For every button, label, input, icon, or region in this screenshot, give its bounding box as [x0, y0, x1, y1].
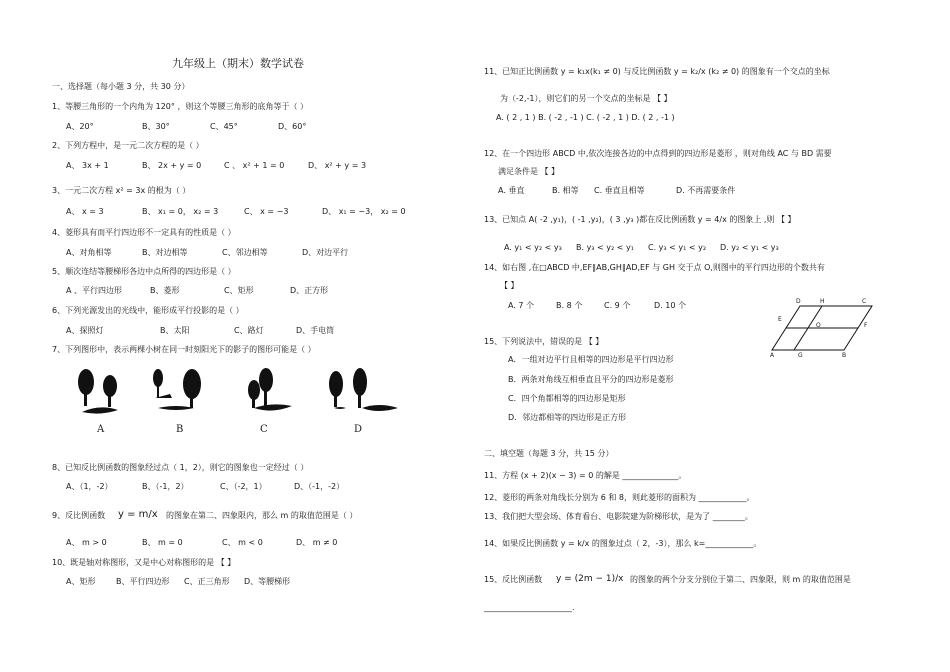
figure-b	[153, 369, 201, 410]
option-a: A、探照灯	[66, 326, 104, 335]
figure-d	[329, 368, 398, 411]
option-b: B. 相等	[552, 186, 579, 195]
question-stem: 11、已知正比例函数 y = k₁x(k₁ ≠ 0) 与反比例函数 y = k₂/x (k₂ ≠ 0) 的图象有一个交点的坐标	[484, 67, 830, 76]
option-d: D．邻边都相等的四边形是正方形	[508, 413, 627, 422]
option-d: D、手电筒	[296, 326, 335, 335]
section-heading: 二、填空题（每题 3 分，共 15 分）	[484, 449, 614, 458]
option-d: D、（-1，-2）	[294, 482, 345, 491]
option-d: D、60°	[278, 122, 307, 131]
function-expression: y = (2m − 1)/x	[556, 574, 624, 584]
option-b: B、太阳	[160, 326, 190, 335]
question-stem: 7、下列图形中，表示两棵小树在同一时刻阳光下的影子的图形可能是（ ）	[52, 345, 316, 354]
fill-question: 11、方程 (x + 2)(x − 3) = 0 的解是 ______________。	[484, 471, 687, 480]
option-d: D、等腰梯形	[244, 577, 291, 586]
option-d: D、 x² + y = 3	[308, 161, 367, 170]
figure-label-d: D	[354, 424, 363, 435]
point-label: D	[796, 298, 801, 305]
fill-question: 12、菱形的两条对角线长分别为 6 和 8，则此菱形的面积为 ____________。	[484, 493, 755, 502]
question-stem: 6、下列光源发出的光线中，能形成平行投影的是（ ）	[52, 306, 244, 315]
option-a: A、 3x + 1	[66, 161, 109, 170]
option-c: C、 x = −3	[244, 207, 289, 216]
option-a: A 、平行四边形	[66, 286, 123, 295]
point-label: F	[864, 322, 868, 329]
function-expression: y = m/x	[118, 509, 158, 520]
option-c: C、路灯	[234, 326, 264, 335]
option-d: D、对边平行	[302, 248, 349, 257]
option-c: C、矩形	[224, 286, 254, 295]
option-c: C. 垂直且相等	[594, 186, 645, 195]
fill-question: 的图象的两个分支分别位于第二、四象限，则 m 的取值范围是	[630, 575, 851, 584]
figure-a	[78, 369, 118, 414]
question-stem: 5、顺次连结等腰梯形各边中点所得的四边形是（ ）	[52, 267, 236, 276]
answer-blank[interactable]: ______________________.	[484, 603, 575, 612]
figure-label-c: C	[260, 424, 268, 435]
option-b: B、菱形	[150, 286, 180, 295]
option-b: B．两条对角线互相垂直且平分的四边形是菱形	[508, 375, 674, 384]
question-stem: 满足条件是 【 】	[498, 167, 560, 176]
question-stem: 4、菱形具有而平行四边形不一定具有的性质是（ ）	[52, 228, 236, 237]
question-stem: 12、在一个四边形 ABCD 中,依次连接各边的中点得到的四边形是菱形 ，则对角线 AC 与 BD 需要	[484, 149, 832, 158]
point-label: H	[820, 298, 825, 305]
question-stem: 9、反比例函数	[52, 511, 106, 520]
option-c: C、邻边相等	[222, 248, 268, 257]
option-b: B. y₃ < y₂ < y₁	[576, 243, 634, 252]
point-label: C	[862, 298, 867, 305]
option-a: A. y₁ < y₂ < y₃	[504, 243, 562, 252]
option-a: A. 垂直	[498, 186, 525, 195]
question-stem: 的图象在第二、四象限内，那么 m 的取值范围是（ ）	[166, 511, 358, 520]
option-c: C. 9 个	[604, 301, 631, 310]
option-c: C、 m < 0	[222, 538, 263, 547]
option-c: C、正三角形	[184, 577, 230, 586]
option-c: C 、 x² + 1 = 0	[224, 161, 285, 170]
option-b: B、30°	[142, 122, 170, 131]
figure-c	[248, 368, 292, 411]
option-a: A、 x = 3	[66, 207, 104, 216]
option-b: B、平行四边形	[116, 577, 170, 586]
point-label: G	[798, 352, 803, 359]
option-d: D. 不再需要条件	[676, 186, 736, 195]
point-label: A	[770, 352, 775, 359]
option-a: A. 7 个	[508, 301, 535, 310]
option-a: A、矩形	[66, 577, 96, 586]
option-b: B、对边相等	[142, 248, 188, 257]
fill-question: 15、反比例函数	[484, 575, 543, 584]
question-stem: 3、一元二次方程 x² = 3x 的根为（ ）	[52, 186, 191, 195]
option-b: B、 x₁ = 0， x₂ = 3	[142, 207, 219, 216]
fill-question: 13、我们把大型会场、体育看台、电影院建为阶梯形状，是为了 ________。	[484, 512, 753, 521]
option-c: C、（-2，1）	[220, 482, 267, 491]
option-d: D. y₂ < y₁ < y₃	[720, 243, 779, 252]
option-d: D. 10 个	[654, 301, 686, 310]
option-d: D、 x₁ = −3， x₂ = 0	[322, 207, 406, 216]
option-a: A、对角相等	[66, 248, 112, 257]
point-label: O	[816, 322, 821, 329]
option-b: B、 2x + y = 0	[142, 161, 202, 170]
question-stem: 1、等腰三角形的一个内角为 120° ，则这个等腰三角形的底角等于（ ）	[52, 102, 308, 111]
question-stem: 14、如右图 ,在□ABCD 中,EF∥AB,GH∥AD,EF 与 GH 交于点 O,则图中的平行四边形的个数共有	[484, 263, 825, 272]
page-title: 九年级上（期末）数学试卷	[172, 57, 304, 70]
option-b: B. 8 个	[556, 301, 583, 310]
question-stem: 【 】	[500, 281, 519, 290]
question-stem: 2、下列方程中，是一元二次方程的是（ ）	[52, 141, 204, 150]
option-b: B、 m = 0	[142, 538, 183, 547]
option-a: A、（1，-2）	[66, 482, 113, 491]
question-stem: 15、下列说法中，错误的是 【 】	[484, 337, 604, 346]
options: A. ( 2 , 1 ) B. ( -2 , -1 ) C. ( -2 , 1 ) D. ( 2 , -1 )	[496, 113, 675, 122]
figure-label-b: B	[176, 424, 184, 435]
option-b: B、（-1，2）	[142, 482, 189, 491]
section-heading: 一、选择题（每小题 3 分，共 30 分）	[52, 82, 190, 91]
option-a: A、20°	[66, 122, 94, 131]
option-c: C．四个角都相等的四边形是矩形	[508, 394, 626, 403]
point-label: E	[778, 316, 782, 323]
point-label: B	[842, 352, 847, 359]
option-d: D、 m ≠ 0	[296, 538, 338, 547]
option-c: C. y₃ < y₁ < y₂	[648, 243, 707, 252]
question-stem: 10、既是轴对称图形，又是中心对称图形的是 【 】	[52, 558, 236, 567]
question-stem: 8、已知反比例函数的图象经过点（ 1，2），则它的图象也一定经过（ ）	[52, 463, 309, 472]
figure-label-a: A	[97, 424, 105, 435]
option-a: A、 m > 0	[66, 538, 107, 547]
option-a: A．一组对边平行且相等的四边形是平行四边形	[508, 355, 674, 364]
option-c: C、45°	[210, 122, 238, 131]
option-d: D、正方形	[290, 286, 329, 295]
question-stem: 13、已知点 A( -2 ,y₁)，( -1 ,y₂)，( 3 ,y₃ )都在反比例函数 y = 4/x 的图象上 ,则 【 】	[484, 215, 796, 224]
question-stem: 为（-2,-1），则它们的另一个交点的坐标是 【 】	[500, 94, 672, 103]
fill-question: 14、如果反比例函数 y = k/x 的图象过点（ 2，-3），那么 k=____________。	[484, 539, 762, 548]
